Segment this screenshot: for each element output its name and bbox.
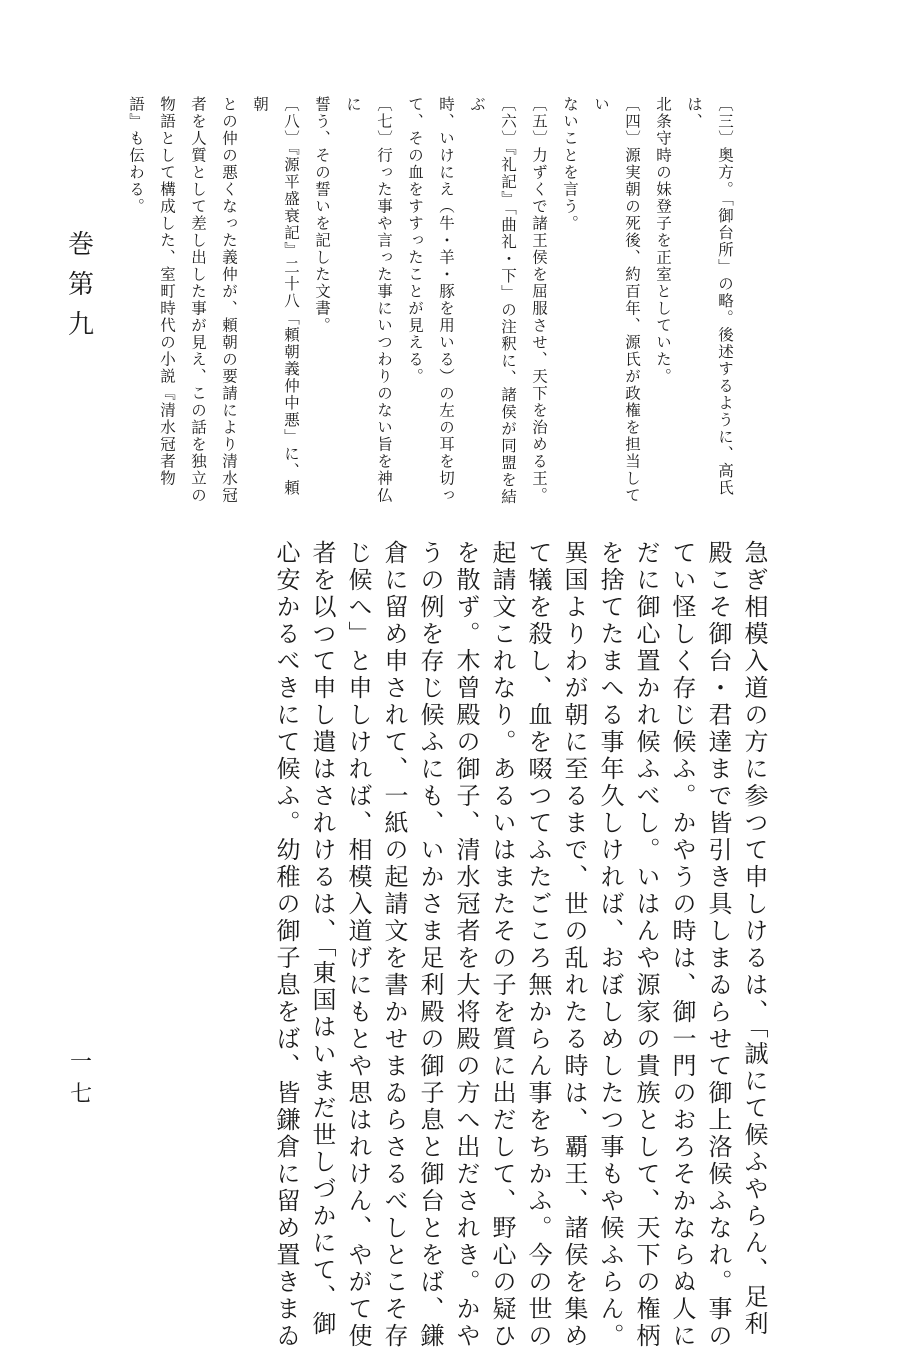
footnote-line: 誓う、その誓いを記した文書。 <box>313 96 331 334</box>
footnote-line: 者を人質として差し出した事が見え、この話を独立の <box>189 96 207 504</box>
footnote-line: 〔五〕力ずくで諸王侯を屈服させ、天下を治める王。 <box>530 96 548 504</box>
footnote-line: ないことを言う。 <box>561 96 579 232</box>
main-text-line: 殿こそ御台・君達まで皆引き具しまゐらせて御上洛候ふなれ。事の <box>704 540 732 1350</box>
footnote-line: 〔八〕『源平盛衰記』二十八「頼朝義仲中悪」に、頼朝 <box>251 96 300 497</box>
chapter-title-char: 九 <box>67 310 94 340</box>
page-number <box>66 1052 96 1116</box>
chapter-title-char: 巻 <box>67 230 94 260</box>
main-text-line: 急ぎ相模入道の方に参つて申しけるは、「誠にて候ふやらん、足利 <box>740 540 768 1338</box>
footnote-line: 時、いけにえ（牛・羊・豚を用いる）の左の耳を切っ <box>437 96 455 504</box>
footnote-line: 〔六〕『礼記』「曲礼・下」の注釈に、諸侯が同盟を結ぶ <box>468 96 517 506</box>
main-text-line: 倉に留め申されて、一紙の起請文を書かせまゐらさるべしとこそ存 <box>380 540 408 1350</box>
chapter-title <box>66 232 96 352</box>
footnote-line: て、その血をすすったことが見える。 <box>406 96 424 385</box>
main-text-line: てい怪しく存じ候ふ。かやうの時は、御一門のおろそかならぬ人に <box>668 540 696 1350</box>
main-text <box>110 540 772 1350</box>
page-number-char: 一 <box>69 1050 92 1075</box>
main-text-line: だに御心置かれ候ふべし。いはんや源家の貴族として、天下の権柄 <box>632 540 660 1350</box>
footnote-line: 物語として構成した、室町時代の小説『清水冠者物 <box>158 96 176 487</box>
chapter-title-char: 第 <box>67 270 94 300</box>
main-text-line: 者を以つて申し遣はされけるは、「東国はいまだ世しづかにて、御 <box>308 540 336 1338</box>
main-text-line: を捨てたまへる事年久しければ、おぼしめしたつ事もや候ふらん。 <box>596 540 624 1350</box>
footnote-line: 語』も伝わる。 <box>127 96 145 215</box>
main-text-line: じ候へ」と申しければ、相模入道げにもとや思はれけん、やがて使 <box>344 540 372 1350</box>
footnote-line: 〔四〕源実朝の死後、約百年、源氏が政権を担当してい <box>592 96 641 504</box>
main-text-line: を散ず。木曾殿の御子、清水冠者を大将殿の方へ出だされき。かや <box>452 540 480 1350</box>
footnote-line: 〔七〕行った事や言った事にいつわりのない旨を神仏に <box>344 96 393 504</box>
main-text-line: 起請文これなり。あるいはまたその子を質に出だして、野心の疑ひ <box>488 540 516 1350</box>
main-text-line: 心安かるべきにて候ふ。幼稚の御子息をば、皆鎌倉に留め置きまゐ <box>272 540 300 1350</box>
main-text-line: うの例を存じ候ふにも、いかさま足利殿の御子息と御台とをば、鎌 <box>416 540 444 1350</box>
footnotes <box>127 96 740 506</box>
footnote-line: との仲の悪くなった義仲が、頼朝の要請により清水冠 <box>220 96 238 504</box>
main-text-line: て犠を殺し、血を啜つてふたごころ無からん事をちかふ。今の世の <box>524 540 552 1350</box>
main-text-line: 異国よりわが朝に至るまで、世の乱れたる時は、覇王、諸侯を集め <box>560 540 588 1350</box>
page-number-char: 七 <box>69 1082 92 1107</box>
footnote-line: 北条守時の妹登子を正室としていた。 <box>654 96 672 385</box>
footnote-line: 〔三〕奥方。「御台所」の略。後述するように、高氏は、 <box>685 96 734 497</box>
